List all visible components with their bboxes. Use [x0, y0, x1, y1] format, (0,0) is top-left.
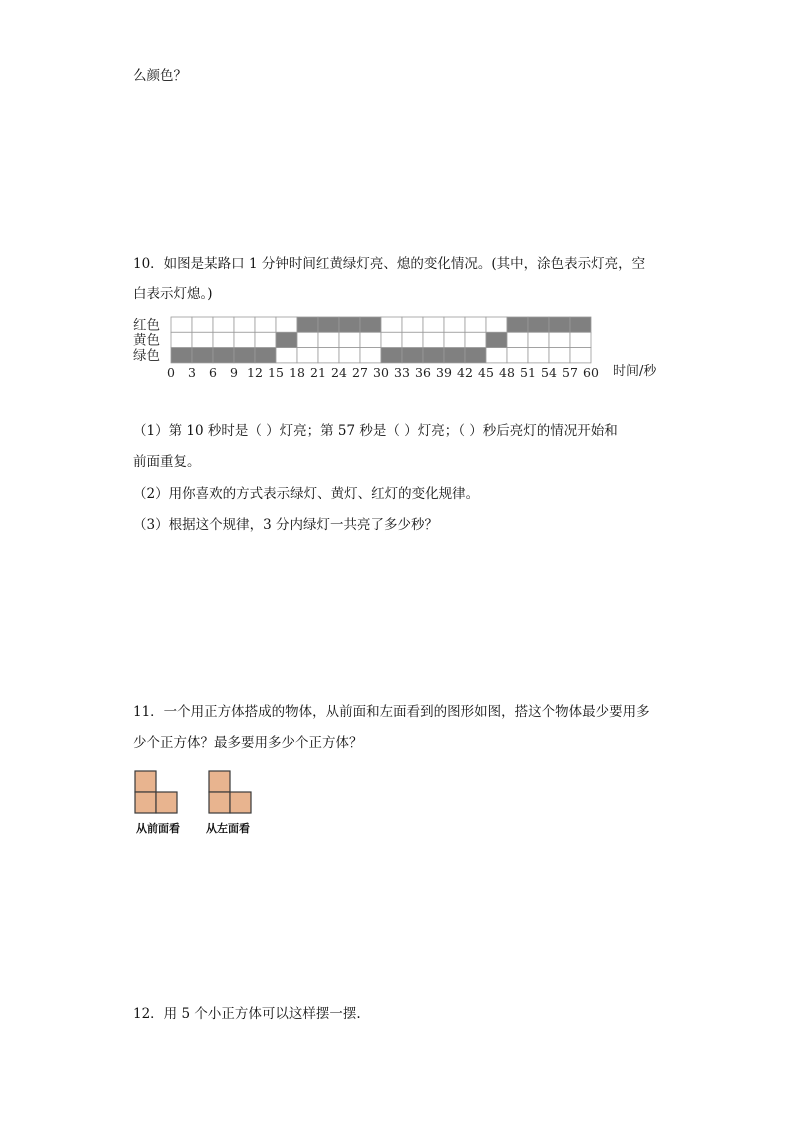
grid-cell	[549, 348, 570, 363]
q10-sub1-line1: （1）第 10 秒时是（ ）灯亮；第 57 秒是（ ）灯亮；（ ）秒后亮灯的情况开始和	[133, 423, 618, 439]
grid-cell-lit	[234, 348, 255, 363]
grid-cell	[255, 317, 276, 332]
grid-cell	[339, 348, 360, 363]
row-label: 红色	[133, 317, 160, 334]
grid-cell	[255, 332, 276, 347]
left-view-label: 从左面看	[206, 822, 250, 835]
grid-cell-lit	[549, 317, 570, 332]
grid-cell-lit	[213, 348, 234, 363]
grid-cell	[297, 332, 318, 347]
tick-label: 24	[331, 364, 347, 380]
grid-cell-lit	[360, 317, 381, 332]
grid-cell-lit	[297, 317, 318, 332]
grid-cell	[276, 348, 297, 363]
grid-cell	[192, 317, 213, 332]
tick-label: 15	[268, 364, 284, 380]
grid-cell	[381, 332, 402, 347]
tick-label: 0	[167, 364, 175, 380]
grid-cell	[444, 332, 465, 347]
tick-label: 57	[562, 364, 578, 380]
grid-cell-lit	[423, 348, 444, 363]
tick-label: 6	[209, 364, 217, 380]
tick-label: 27	[352, 364, 368, 380]
grid-cell	[507, 332, 528, 347]
grid-cell	[234, 332, 255, 347]
grid-cell	[570, 348, 591, 363]
grid-cell	[171, 317, 192, 332]
tick-label: 39	[436, 364, 452, 380]
grid-cell-lit	[192, 348, 213, 363]
grid-cell	[171, 332, 192, 347]
grid-cell-lit	[276, 332, 297, 347]
grid-cell	[192, 332, 213, 347]
grid-cell-lit	[402, 348, 423, 363]
grid-cell	[486, 317, 507, 332]
grid-cell-lit	[171, 348, 192, 363]
left-view-cube-bottom-left	[209, 792, 230, 813]
q11-text-line1: 11．一个用正方体搭成的物体，从前面和左面看到的图形如图，搭这个物体最少要用多	[133, 704, 650, 720]
grid-cell-lit	[339, 317, 360, 332]
grid-cell	[360, 332, 381, 347]
grid-cell	[339, 332, 360, 347]
grid-cell	[360, 348, 381, 363]
grid-cell	[381, 317, 402, 332]
q10-sub3: （3）根据这个规律，3 分内绿灯一共亮了多少秒？	[133, 517, 438, 533]
tick-label: 33	[394, 364, 410, 380]
grid-cell	[402, 332, 423, 347]
grid-cell	[507, 348, 528, 363]
q10-text-line2: 白表示灯熄。)	[133, 286, 213, 302]
grid-cell	[465, 317, 486, 332]
tick-label: 54	[541, 364, 557, 380]
grid-cell-lit	[255, 348, 276, 363]
grid-cell	[213, 317, 234, 332]
tick-label: 30	[373, 364, 389, 380]
traffic-light-chart	[133, 312, 693, 410]
row-label: 黄色	[133, 332, 160, 349]
q11-text-line2: 少个正方体？最多要用多少个正方体？	[133, 735, 363, 751]
grid-cell	[402, 317, 423, 332]
grid-cell	[234, 317, 255, 332]
grid-cell-lit	[318, 317, 339, 332]
row-label: 绿色	[133, 347, 160, 364]
grid-cell	[318, 332, 339, 347]
grid-cell-lit	[444, 348, 465, 363]
grid-cell-lit	[465, 348, 486, 363]
tick-label: 45	[478, 364, 494, 380]
grid-cell	[297, 348, 318, 363]
grid-cell	[528, 348, 549, 363]
tick-label: 60	[583, 364, 599, 380]
tick-label: 12	[247, 364, 263, 380]
q10-sub2: （2）用你喜欢的方式表示绿灯、黄灯、红灯的变化规律。	[133, 486, 480, 502]
grid-cell-lit	[570, 317, 591, 332]
tick-label: 51	[520, 364, 536, 380]
left-view-cube-bottom-right	[230, 792, 251, 813]
grid-cell	[570, 332, 591, 347]
grid-cell	[528, 332, 549, 347]
front-view-cube-top	[135, 771, 156, 792]
grid-cell	[444, 317, 465, 332]
left-view-cube-top	[209, 771, 230, 792]
front-view-cube-bottom-left	[135, 792, 156, 813]
grid-cell	[549, 332, 570, 347]
grid-cell	[276, 317, 297, 332]
front-view-figure	[134, 770, 180, 814]
tick-label: 9	[230, 364, 238, 380]
grid-cell	[465, 332, 486, 347]
tick-label: 3	[188, 364, 196, 380]
grid-cell-lit	[507, 317, 528, 332]
grid-cell	[486, 348, 507, 363]
grid-cell-lit	[381, 348, 402, 363]
q12-text-line1: 12．用 5 个小正方体可以这样摆一摆.	[133, 1006, 361, 1022]
q10-text-line1: 10．如图是某路口 1 分钟时间红黄绿灯亮、熄的变化情况。(其中，涂色表示灯亮，空	[133, 256, 646, 272]
tick-label: 18	[289, 364, 305, 380]
front-view-cube-bottom-right	[156, 792, 177, 813]
grid-cell-lit	[486, 332, 507, 347]
tick-label: 42	[457, 364, 473, 380]
x-axis-label: 时间/秒	[613, 363, 657, 379]
grid-cell	[423, 317, 444, 332]
grid-cell	[318, 348, 339, 363]
front-view-label: 从前面看	[136, 822, 180, 835]
tick-label: 48	[499, 364, 515, 380]
grid-cell	[213, 332, 234, 347]
left-view-figure	[208, 770, 254, 814]
grid-cell-lit	[528, 317, 549, 332]
tick-label: 36	[415, 364, 431, 380]
prev-question-tail: 么颜色？	[133, 68, 187, 84]
grid-cell	[423, 332, 444, 347]
tick-label: 21	[310, 364, 326, 380]
q10-sub1-line2: 前面重复。	[133, 454, 201, 470]
